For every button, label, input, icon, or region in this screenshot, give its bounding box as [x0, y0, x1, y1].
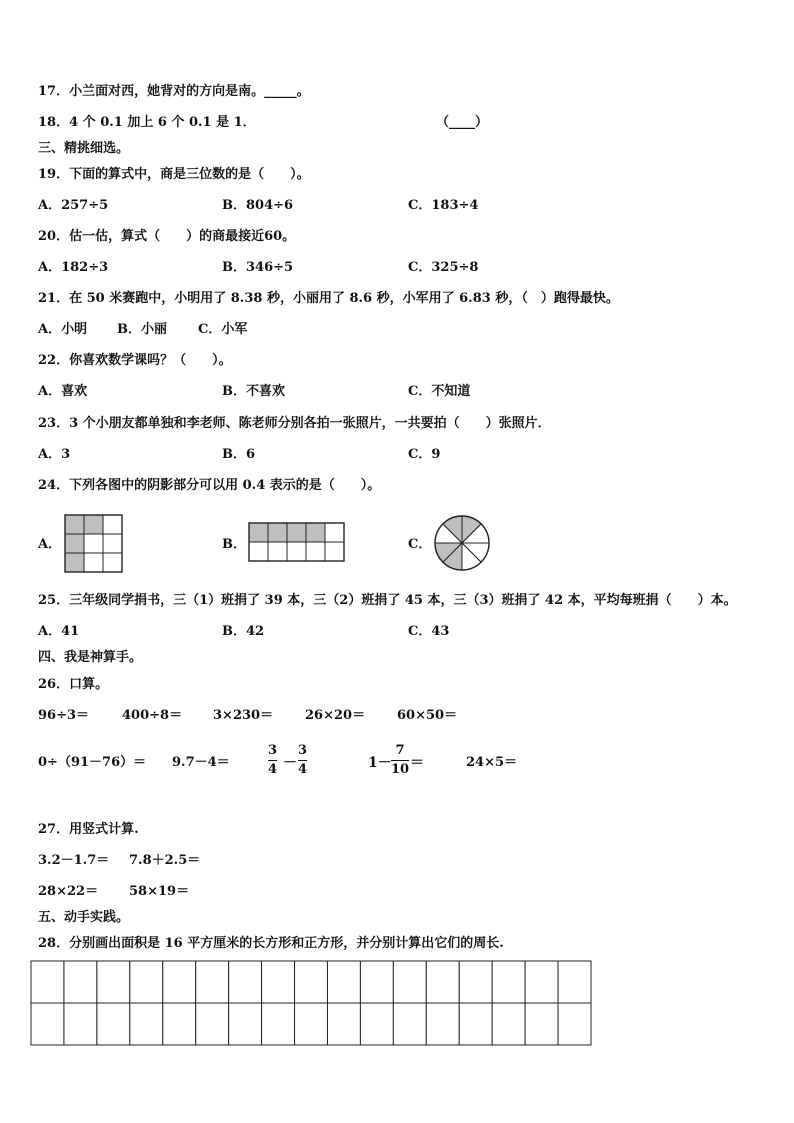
- q22-option-b[interactable]: B．不喜欢: [222, 384, 285, 399]
- q21-option-b[interactable]: B．小丽: [117, 322, 167, 337]
- figure-a-cell: [65, 534, 84, 553]
- grid-cell[interactable]: [163, 1003, 196, 1045]
- grid-cell[interactable]: [163, 961, 196, 1003]
- grid-cell[interactable]: [31, 1003, 64, 1045]
- figure-a-cell: [84, 515, 103, 534]
- q26-fraction: [298, 743, 307, 777]
- grid-cell[interactable]: [327, 1003, 360, 1045]
- q19-option-b[interactable]: B．804÷6: [222, 198, 294, 213]
- q22-text: 22．你喜欢数学课吗？（ ）。: [38, 353, 232, 368]
- figure-a-cell: [65, 553, 84, 572]
- one-minus: 1－: [368, 755, 392, 771]
- q19-text: 19．下面的算式中，商是三位数的是（ ）。: [38, 167, 310, 182]
- grid-cell[interactable]: [558, 961, 591, 1003]
- q25-option-a[interactable]: A．41: [38, 624, 80, 639]
- grid-cell[interactable]: [196, 1003, 229, 1045]
- section-3-heading: 三、精挑细选。: [38, 141, 130, 156]
- q22-option-c[interactable]: C．不知道: [408, 384, 471, 399]
- grid-cell[interactable]: [97, 1003, 130, 1045]
- q26-item: 3×230＝: [213, 708, 274, 723]
- figure-b-cell: [249, 523, 268, 542]
- q26-text: 26．口算。: [38, 677, 109, 692]
- q25-option-b[interactable]: B．42: [222, 624, 265, 639]
- q26-item: 24×5＝: [466, 755, 518, 770]
- figure-b-cell: [268, 542, 287, 561]
- figure-b-cell: [306, 542, 325, 561]
- q23-option-c[interactable]: C．9: [408, 447, 441, 462]
- figure-b-rect-grid: [248, 522, 346, 564]
- q20-option-b[interactable]: B．346÷5: [222, 260, 294, 275]
- grid-cell[interactable]: [130, 1003, 163, 1045]
- q22-option-a[interactable]: A．喜欢: [38, 384, 88, 399]
- grid-cell[interactable]: [492, 1003, 525, 1045]
- q24-option-a[interactable]: A．: [38, 537, 62, 552]
- q20-text: 20．估一估，算式（ ）的商最接近60。: [38, 229, 296, 244]
- grid-cell[interactable]: [459, 1003, 492, 1045]
- q24-option-c[interactable]: C．: [408, 537, 432, 552]
- fraction-numerator: 7: [395, 743, 405, 758]
- q18-answer-blank[interactable]: （____）: [436, 115, 489, 130]
- q26-item: 400÷8＝: [122, 708, 183, 723]
- q24-option-b[interactable]: B．: [222, 537, 246, 552]
- grid-cell[interactable]: [393, 961, 426, 1003]
- grid-cell[interactable]: [64, 961, 97, 1003]
- grid-cell[interactable]: [130, 961, 163, 1003]
- figure-a-cell: [103, 534, 122, 553]
- q21-option-c[interactable]: C．小军: [198, 322, 248, 337]
- minus-sign: －: [283, 755, 297, 771]
- fraction-denominator: 10: [391, 762, 410, 777]
- q27-item: 3.2－1.7＝: [38, 853, 110, 868]
- q23-text: 23．3 个小朋友都单独和李老师、陈老师分别各拍一张照片，一共要拍（ ）张照片．: [38, 416, 551, 431]
- q26-item: 9.7－4＝: [172, 755, 230, 770]
- section-5-heading: 五、动手实践。: [38, 910, 130, 925]
- figure-a-cell: [84, 534, 103, 553]
- grid-cell[interactable]: [229, 961, 262, 1003]
- grid-cell[interactable]: [459, 961, 492, 1003]
- figure-b-cell: [306, 523, 325, 542]
- grid-cell[interactable]: [262, 961, 295, 1003]
- q26-item: 0÷（91－76）＝: [38, 755, 147, 770]
- figure-b-cell: [249, 542, 268, 561]
- grid-cell[interactable]: [295, 1003, 328, 1045]
- q28-text: 28．分别画出面积是 16 平方厘米的长方形和正方形，并分别计算出它们的周长.: [38, 936, 504, 951]
- section-4-heading: 四、我是神算手。: [38, 650, 143, 665]
- grid-cell[interactable]: [262, 1003, 295, 1045]
- figure-a-cell: [84, 553, 103, 572]
- figure-b-cell: [287, 542, 306, 561]
- grid-cell[interactable]: [426, 961, 459, 1003]
- grid-cell[interactable]: [393, 1003, 426, 1045]
- grid-cell[interactable]: [196, 961, 229, 1003]
- q20-option-c[interactable]: C．325÷8: [408, 260, 479, 275]
- grid-cell[interactable]: [525, 961, 558, 1003]
- figure-b-cell: [325, 523, 344, 542]
- q23-option-b[interactable]: B．6: [222, 447, 256, 462]
- figure-a-cell: [65, 515, 84, 534]
- q27-text: 27．用竖式计算.: [38, 822, 139, 837]
- fraction-numerator: 3: [298, 743, 308, 758]
- q23-option-a[interactable]: A．3: [38, 447, 71, 462]
- drawing-grid[interactable]: [30, 960, 590, 1044]
- fraction-denominator: 4: [298, 762, 308, 777]
- q26-item: 96÷3＝: [38, 708, 90, 723]
- q26-item: 60×50＝: [397, 708, 458, 723]
- q17-text: 17．小兰面对西，她背对的方向是南。_____。: [38, 84, 310, 99]
- figure-b-cell: [325, 542, 344, 561]
- q19-option-c[interactable]: C．183÷4: [408, 198, 479, 213]
- q27-item: 28×22＝: [38, 884, 99, 899]
- q19-option-a[interactable]: A．257÷5: [38, 198, 109, 213]
- grid-cell[interactable]: [229, 1003, 262, 1045]
- grid-cell[interactable]: [558, 1003, 591, 1045]
- fraction-numerator: 3: [268, 743, 278, 758]
- grid-cell[interactable]: [295, 961, 328, 1003]
- q25-option-c[interactable]: C．43: [408, 624, 450, 639]
- q24-text: 24．下列各图中的阴影部分可以用 0.4 表示的是（ ）。: [38, 478, 381, 493]
- figure-c-circle: [433, 514, 491, 572]
- q26-fraction: [268, 743, 277, 777]
- figure-b-cell: [268, 523, 287, 542]
- q26-fraction: [391, 743, 409, 777]
- figure-a-square-grid: [64, 514, 124, 574]
- q25-text: 25．三年级同学捐书，三（1）班捐了 39 本，三（2）班捐了 45 本，三（3）班捐了 42 本，平均每班捐（ ）本。: [38, 593, 737, 608]
- grid-cell[interactable]: [360, 1003, 393, 1045]
- figure-b-cell: [287, 523, 306, 542]
- q21-text: 21．在 50 米赛跑中，小明用了 8.38 秒，小丽用了 8.6 秒，小军用了 6.83 秒，（ ）跑得最快。: [38, 291, 619, 306]
- grid-cell[interactable]: [426, 1003, 459, 1045]
- grid-cell[interactable]: [360, 961, 393, 1003]
- figure-a-cell: [103, 515, 122, 534]
- grid-cell[interactable]: [525, 1003, 558, 1045]
- grid-cell[interactable]: [64, 1003, 97, 1045]
- q27-item: 58×19＝: [129, 884, 190, 899]
- q18-text: 18．4 个 0.1 加上 6 个 0.1 是 1．: [38, 115, 256, 130]
- figure-a-cell: [103, 553, 122, 572]
- q26-item: 26×20＝: [305, 708, 366, 723]
- grid-cell[interactable]: [31, 961, 64, 1003]
- grid-cell[interactable]: [492, 961, 525, 1003]
- q27-item: 7.8＋2.5＝: [129, 853, 201, 868]
- grid-cell[interactable]: [97, 961, 130, 1003]
- q21-option-a[interactable]: A．小明: [38, 322, 88, 337]
- equals-sign: ＝: [410, 755, 424, 771]
- grid-cell[interactable]: [327, 961, 360, 1003]
- fraction-denominator: 4: [268, 762, 278, 777]
- q20-option-a[interactable]: A．182÷3: [38, 260, 109, 275]
